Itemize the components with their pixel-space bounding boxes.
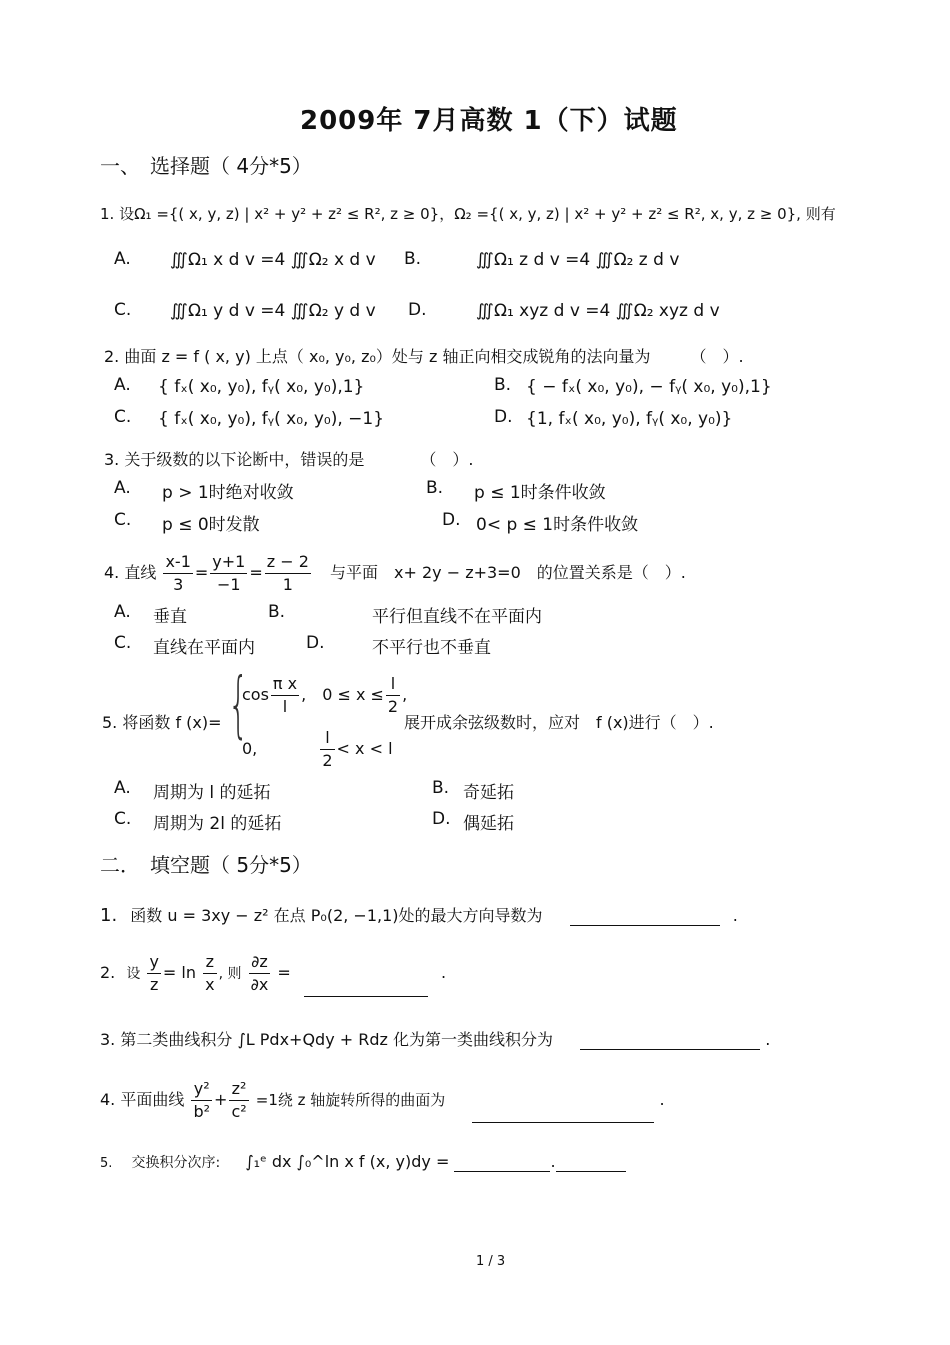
denominator: −1 [217,575,241,594]
denominator: c² [231,1102,247,1121]
question-2-option-a: { fₓ( x₀, y₀), fᵧ( x₀, y₀),1} [158,377,365,397]
question-4-option-c: 直线在平面内 [153,638,255,658]
question-2-option-b: { − fₓ( x₀, y₀), − fᵧ( x₀, y₀),1} [526,377,772,397]
question-5-option-c: 周期为 2l 的延拓 [153,814,282,834]
denominator: b² [193,1102,211,1121]
option-label: D. [432,809,451,829]
option-label: A. [114,249,131,269]
option-label: C. [114,300,132,320]
fraction [386,673,400,718]
fill-4-post: =1绕 z 轴旋转所得的曲面为 [255,1091,446,1109]
fill-1-number: 1. [100,905,118,926]
fill-5 [100,1152,626,1172]
fraction [229,1078,248,1123]
fill-3-text: 3. 第二类曲线积分 ∫L Pdx+Qdy + Rdz 化为第一类曲线积分为 [100,1030,554,1049]
fill-2-number: 2. [100,963,116,982]
fraction [163,551,192,596]
period: . [659,1090,665,1109]
fill-1 [100,903,738,926]
question-4-option-d: 不平行也不垂直 [372,638,491,658]
option-label: D. [494,407,513,427]
option-label: D. [306,633,325,653]
answer-blank[interactable] [580,1031,760,1050]
fraction [265,551,311,596]
fill-5-number: 5. [100,1156,113,1171]
comma: , [402,685,408,704]
question-3-option-b: p ≤ 1时条件收敛 [474,483,606,503]
section-heading-fill: 二． 填空题（ 5分*5） [100,853,312,877]
period: . [765,1030,771,1049]
denominator: x [205,975,215,994]
answer-blank[interactable] [556,1153,626,1172]
option-label: C. [114,510,132,530]
fraction [249,951,271,996]
page-title: 2009年 7月高数 1（下）试题 [300,106,678,136]
plus: + [214,1090,228,1109]
fill-2 [100,950,446,997]
option-label: B. [494,375,512,395]
numerator: z² [229,1078,248,1101]
numerator: y² [191,1078,212,1101]
question-5-option-b: 奇延拓 [463,783,514,803]
fraction [271,673,299,718]
piecewise-row-1 [242,672,407,718]
option-label: D. [408,300,427,320]
fill-5-integral: ∫₁ᵉ dx ∫₀^ln x f (x, y)dy = [245,1152,450,1171]
question-2-option-c: { fₓ( x₀, y₀), fᵧ( x₀, y₀), −1} [158,409,385,429]
question-3-option-c: p ≤ 0时发散 [162,515,260,535]
fraction [147,951,160,996]
question-3-option-d: 0< p ≤ 1时条件收敛 [476,515,639,535]
numerator: z − 2 [265,551,311,574]
answer-blank[interactable] [472,1104,654,1123]
option-label: D. [442,510,461,530]
option-label: A. [114,478,131,498]
answer-blank[interactable] [570,907,720,926]
option-label: A. [114,602,131,622]
period: . [441,963,447,982]
fill-1-text: 函数 u = 3xy − z² 在点 P₀(2, −1,1)处的最大方向导数为 [130,906,543,925]
question-2-option-d: {1, fₓ( x₀, y₀), fᵧ( x₀, y₀)} [526,409,733,429]
denominator: l [282,697,288,716]
question-5-suffix: 展开成余弦级数时，应对 f (x)进行（ ）. [404,713,714,732]
option-label: C. [114,407,132,427]
fraction [191,1078,212,1123]
option-label: B. [426,478,444,498]
numerator: y [147,951,160,974]
option-label: B. [404,249,422,269]
denominator: 3 [173,575,184,594]
condition: , 0 ≤ x ≤ [301,685,384,704]
fill-2-pre: 设 [126,966,141,982]
option-label: A. [114,375,131,395]
fill-3 [100,1027,770,1050]
fraction [203,951,216,996]
question-5-prefix: 5. 将函数 f (x)= [102,713,222,732]
zero-text: 0, [242,739,258,758]
denominator: ∂x [250,975,269,994]
option-label: C. [114,633,132,653]
question-1-stem: 1. 设Ω₁ ={( x, y, z) | x² + y² + z² ≤ R², z ≥ 0}，Ω₂ ={( x, y, z) | x² + y² + z² ≤ R², x, y, z ≥ 0}, 则有 [100,205,836,223]
question-4-suffix: 与平面 x+ 2y − z+3=0 的位置关系是（ ）. [330,563,686,582]
answer-blank[interactable] [304,978,428,997]
question-4-stem: 4. 直线 $\frac{x-1}{3}$ = $\frac{y+1}{-1}$ = $\frac{z - 2}{1}$ 与平面 x+ 2y − z+3=0 的位置关系是（ ）. [104,552,686,594]
option-label: B. [432,778,450,798]
question-1-option-b: ∭Ω₁ z d v =4 ∭Ω₂ z d v [476,250,680,270]
option-label: A. [114,778,131,798]
page-number: 1 / 3 [476,1254,506,1269]
question-4-option-b: 平行但直线不在平面内 [372,607,542,627]
section-heading-choice: 一、 选择题（ 4分*5） [100,154,312,178]
question-4-prefix: 4. 直线 [104,563,157,582]
fill-4 [100,1077,665,1123]
fraction [210,551,247,596]
question-1-option-c: ∭Ω₁ y d v =4 ∭Ω₂ y d v [170,301,376,321]
answer-blank[interactable] [454,1153,550,1172]
numerator: l [386,673,400,696]
option-label: B. [268,602,286,622]
ln-text: = ln [162,963,196,982]
numerator: ∂z [249,951,271,974]
question-3-option-a: p > 1时绝对收敛 [162,483,294,503]
question-2-stem: 2. 曲面 z = f ( x, y) 上点（ x₀, y₀, z₀）处与 z 轴正向相交成锐角的法向量为 （ ）. [104,347,744,366]
question-4-option-a: 垂直 [153,607,187,627]
question-5-option-a: 周期为 l 的延拓 [153,783,271,803]
fraction [320,727,334,772]
question-5-option-d: 偶延拓 [463,814,514,834]
period: . [732,906,738,925]
denominator: 2 [322,751,333,770]
numerator: x-1 [163,551,192,574]
denominator: 1 [282,575,293,594]
equals: = [277,963,291,982]
question-3-stem: 3. 关于级数的以下论断中，错误的是 （ ）. [104,450,474,469]
condition: < x < l [336,739,393,758]
denominator: 2 [387,697,399,716]
fill-5-text: 交换积分次序: [131,1155,221,1171]
numerator: y+1 [210,551,247,574]
numerator: π x [271,673,299,696]
option-label: C. [114,809,132,829]
then-text: , 则 [218,966,242,982]
left-brace: { [228,662,249,746]
question-1-option-a: ∭Ω₁ x d v =4 ∭Ω₂ x d v [170,250,376,270]
fill-4-pre: 4. 平面曲线 [100,1090,185,1109]
numerator: z [203,951,216,974]
cos-text: cos [242,685,269,704]
numerator: l [320,727,334,750]
piecewise-row-2 [242,726,393,772]
question-1-option-d: ∭Ω₁ xyz d v =4 ∭Ω₂ xyz d v [476,301,720,321]
denominator: z [149,975,159,994]
period: . [550,1152,556,1171]
